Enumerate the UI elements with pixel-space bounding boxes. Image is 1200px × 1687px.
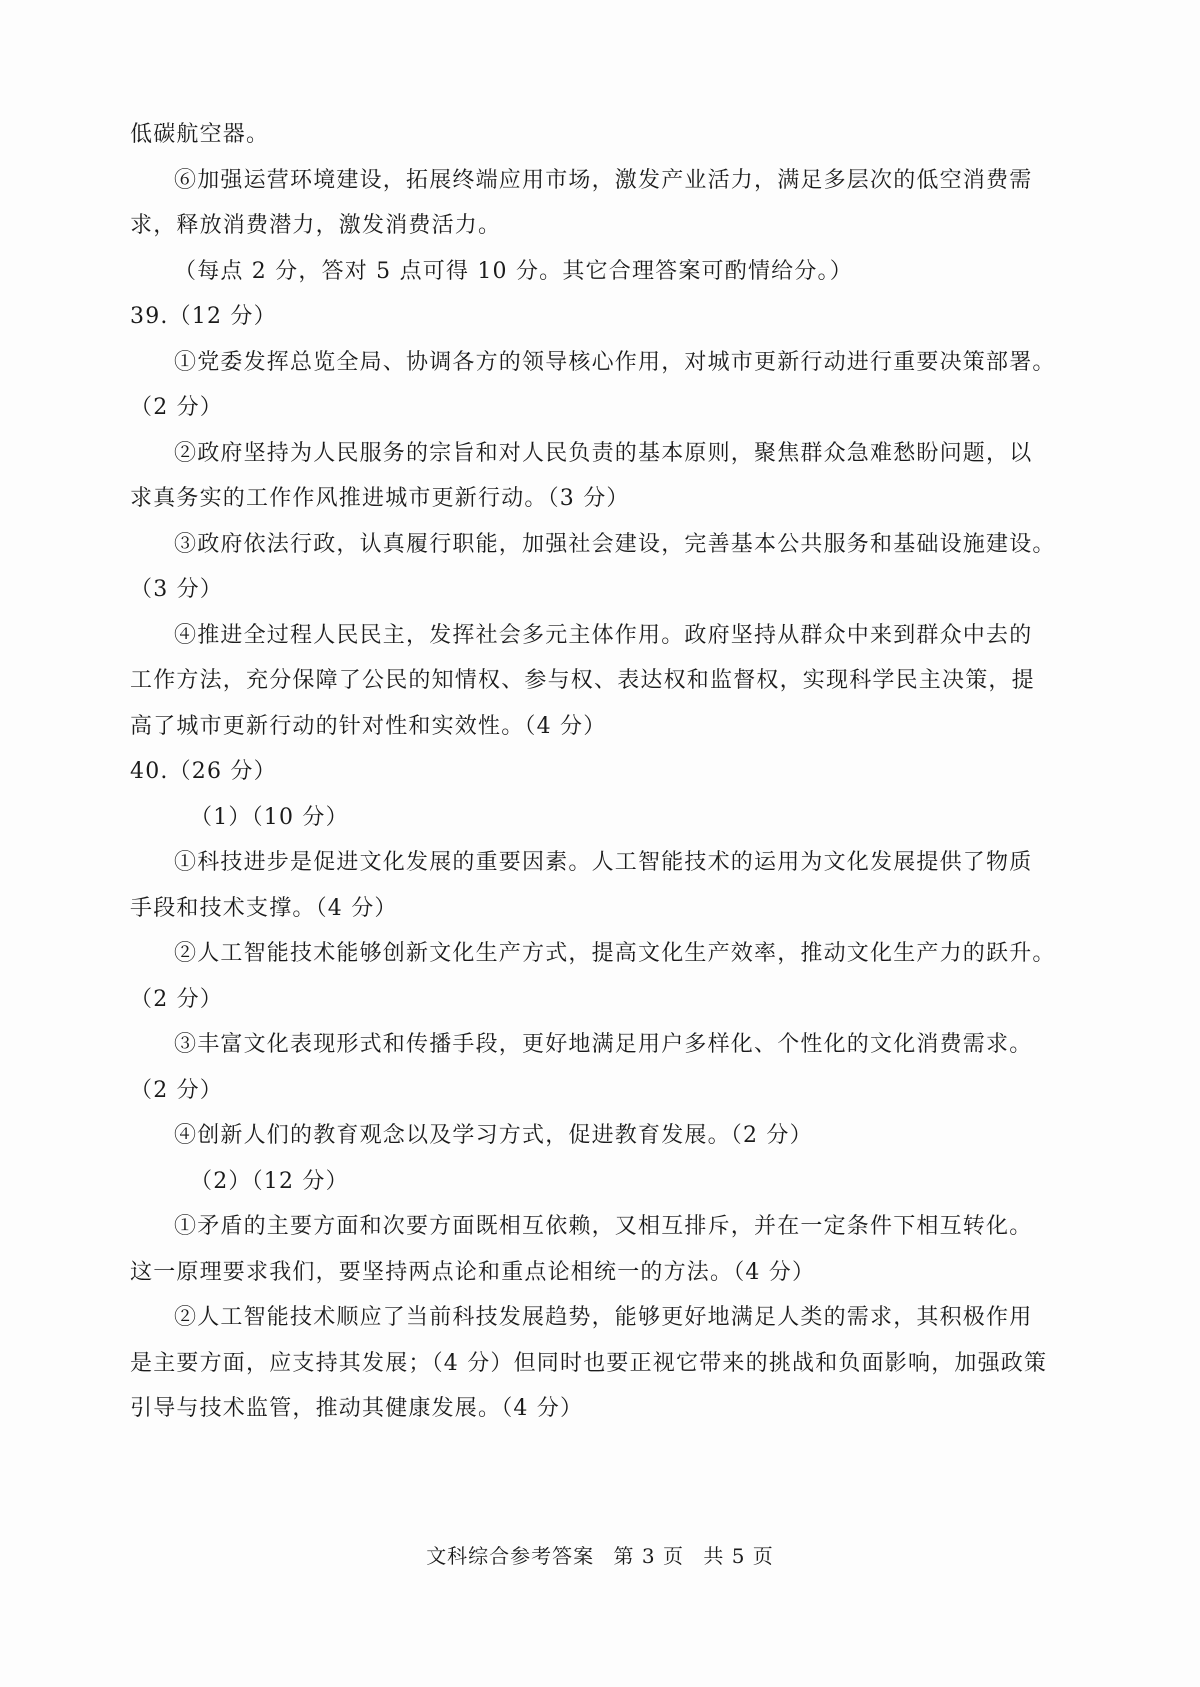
text-line: 求，释放消费潜力，激发消费活力。 xyxy=(130,213,502,238)
text-line: ①科技进步是促进文化发展的重要因素。人工智能技术的运用为文化发展提供了物质 xyxy=(174,850,1033,875)
question-heading-40: 40.（26 分） xyxy=(130,759,277,784)
text-line: ⑥加强运营环境建设，拓展终端应用市场，激发产业活力，满足多层次的低空消费需 xyxy=(174,167,1033,193)
text-line: 引导与技术监管，推动其健康发展。（4 分） xyxy=(130,1396,584,1421)
text-line: ②人工智能技术能够创新文化生产方式，提高文化生产效率，推动文化生产力的跃升。 xyxy=(174,941,1056,966)
text-line: ②人工智能技术顺应了当前科技发展趋势，能够更好地满足人类的需求，其积极作用 xyxy=(174,1305,1033,1330)
text-line: （2 分） xyxy=(130,986,223,1012)
footer-total-pages: 共 5 页 xyxy=(703,1544,774,1568)
text-line: ②政府坚持为人民服务的宗旨和对人民负责的基本原则，聚焦群众急难愁盼问题，以 xyxy=(174,440,1033,466)
text-line: 工作方法，充分保障了公民的知情权、参与权、表达权和监督权，实现科学民主决策，提 xyxy=(130,668,1035,693)
text-line: ④推进全过程人民民主，发挥社会多元主体作用。政府坚持从群众中来到群众中去的 xyxy=(174,622,1033,648)
text-line: ③政府依法行政，认真履行职能，加强社会建设，完善基本公共服务和基础设施建设。 xyxy=(174,531,1056,557)
footer-page-number: 第 3 页 xyxy=(613,1544,684,1568)
question-heading-39: 39.（12 分） xyxy=(130,304,277,329)
text-line: （2 分） xyxy=(130,1077,223,1103)
text-line: （3 分） xyxy=(130,577,223,602)
sub-question-heading-2: （2）（12 分） xyxy=(190,1168,349,1194)
text-line: 手段和技术支撑。（4 分） xyxy=(130,895,398,921)
text-line: ①党委发挥总览全局、协调各方的领导核心作用，对城市更新行动进行重要决策部署。 xyxy=(174,349,1056,375)
page-footer xyxy=(0,1540,1200,1569)
text-line: 是主要方面，应支持其发展；（4 分）但同时也要正视它带来的挑战和负面影响，加强政策 xyxy=(130,1350,1048,1376)
text-line: ③丰富文化表现形式和传播手段，更好地满足用户多样化、个性化的文化消费需求。 xyxy=(174,1032,1033,1057)
text-line: 低碳航空器。 xyxy=(130,122,270,147)
text-line: 这一原理要求我们，要坚持两点论和重点论相统一的方法。（4 分） xyxy=(130,1259,816,1285)
text-line: 求真务实的工作作风推进城市更新行动。（3 分） xyxy=(130,486,630,511)
text-line: （2 分） xyxy=(130,395,223,420)
answer-content xyxy=(130,112,1090,1432)
footer-doc-title: 文科综合参考答案 xyxy=(426,1544,595,1568)
scoring-note: （每点 2 分，答对 5 点可得 10 分。其它合理答案可酌情给分。） xyxy=(174,258,853,284)
sub-question-heading-1: （1）（10 分） xyxy=(190,804,349,830)
text-line: ④创新人们的教育观念以及学习方式，促进教育发展。（2 分） xyxy=(174,1123,813,1148)
text-line: 高了城市更新行动的针对性和实效性。（4 分） xyxy=(130,713,607,739)
text-line: ①矛盾的主要方面和次要方面既相互依赖，又相互排斥，并在一定条件下相互转化。 xyxy=(174,1214,1033,1239)
